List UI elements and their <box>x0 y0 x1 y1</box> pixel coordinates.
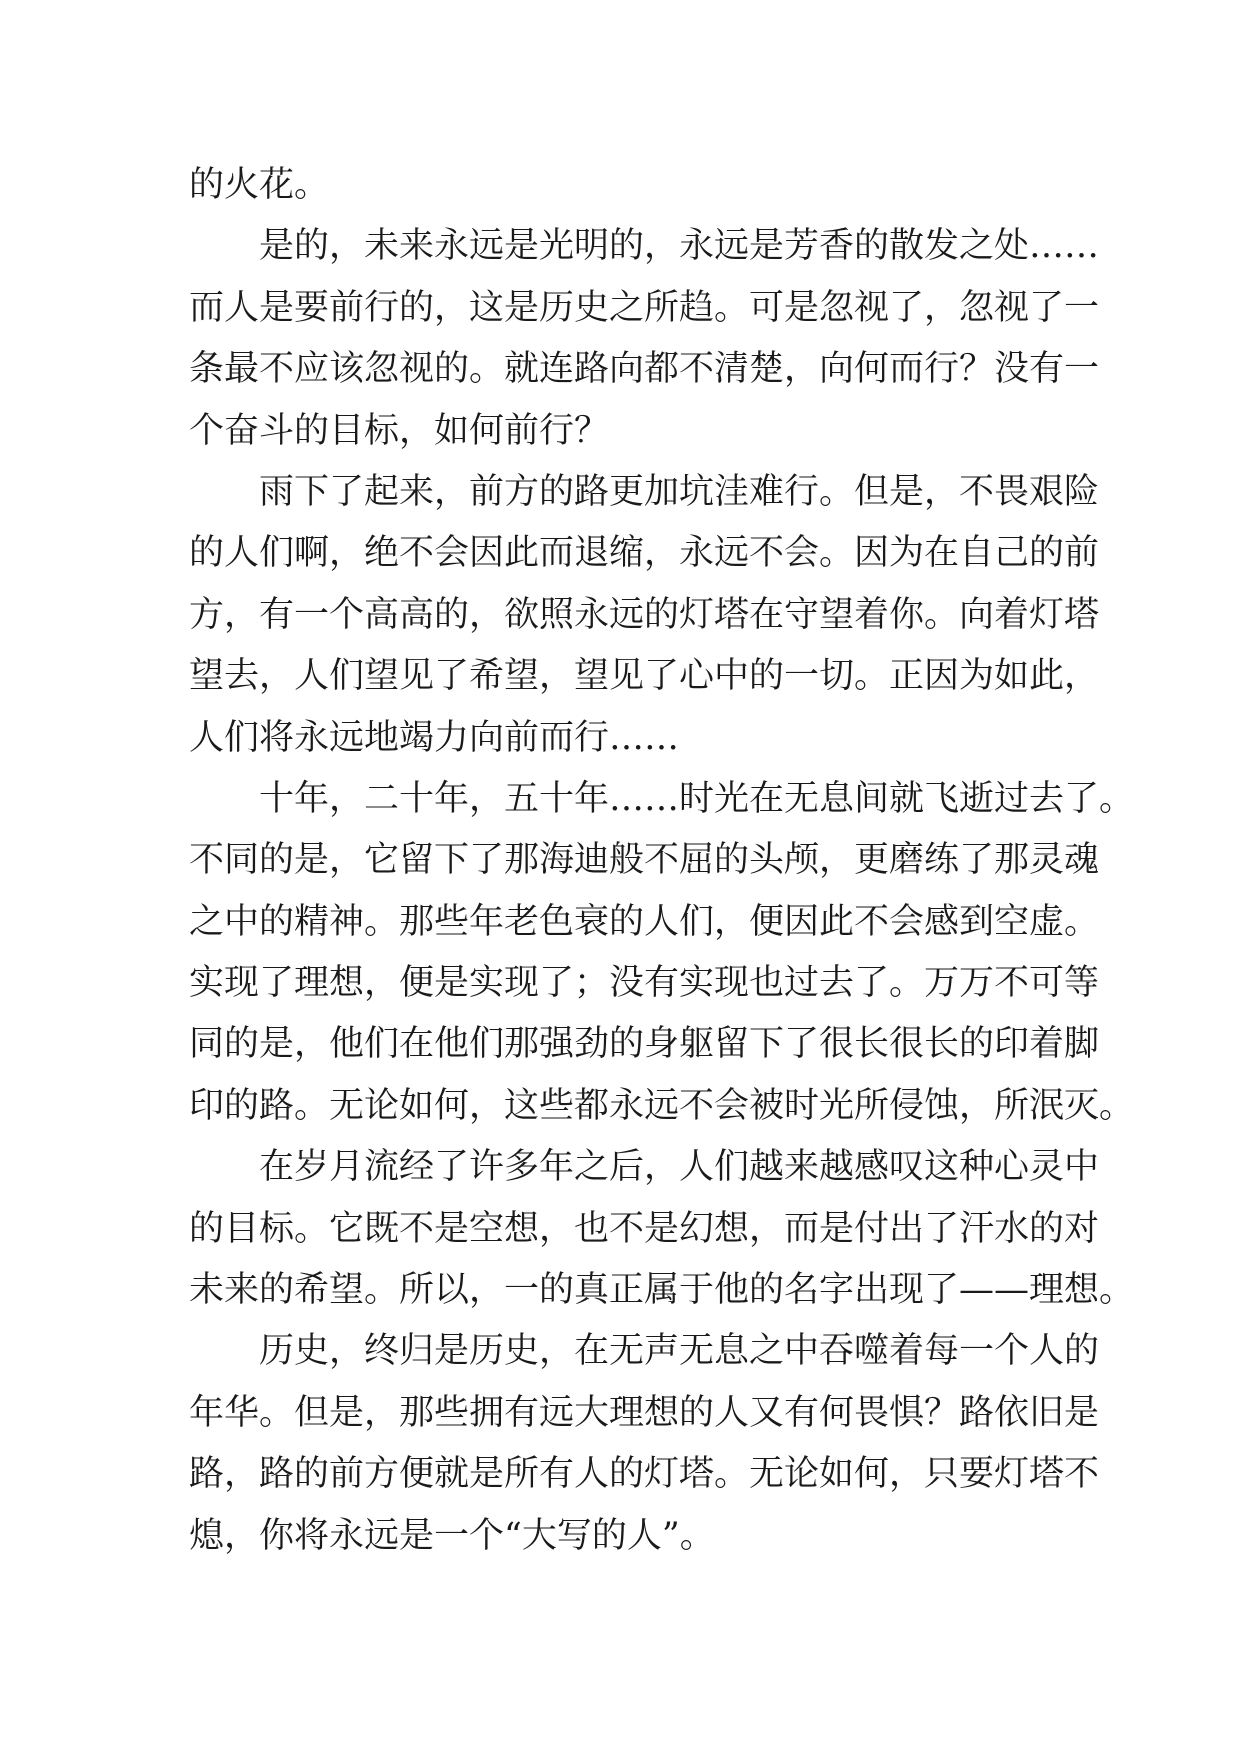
text-line: 路，路的前方便就是所有人的灯塔。无论如何，只要灯塔不 <box>189 1454 1100 1495</box>
text-line: 的人们啊，绝不会因此而退缩，永远不会。因为在自己的前 <box>189 533 1100 574</box>
text-line: 同的是，他们在他们那强劲的身躯留下了很长很长的印着脚 <box>189 1024 1100 1065</box>
text-line: 是的，未来永远是光明的，永远是芳香的散发之处…… <box>259 226 1100 267</box>
text-line: 个奋斗的目标，如何前行？ <box>189 410 610 451</box>
text-line: 年华。但是，那些拥有远大理想的人又有何畏惧？路依旧是 <box>189 1392 1100 1433</box>
text-line: 历史，终归是历史，在无声无息之中吞噬着每一个人的 <box>259 1331 1100 1372</box>
text-line: 望去，人们望见了希望，望见了心中的一切。正因为如此， <box>189 656 1100 697</box>
text-line: 在岁月流经了许多年之后，人们越来越感叹这种心灵中 <box>259 1147 1100 1188</box>
text-line: 人们将永远地竭力向前而行…… <box>189 717 680 758</box>
text-line: 熄，你将永远是一个“大写的人”。 <box>189 1515 715 1556</box>
text-line: 印的路。无论如何，这些都永远不会被时光所侵蚀，所泯灭。 <box>189 1085 1135 1126</box>
text-line: 十年，二十年，五十年……时光在无息间就飞逝过去了。 <box>259 778 1135 819</box>
text-line: 而人是要前行的，这是历史之所趋。可是忽视了，忽视了一 <box>189 287 1100 328</box>
text-line: 条最不应该忽视的。就连路向都不清楚，向何而行？没有一 <box>189 349 1100 390</box>
text-line: 实现了理想，便是实现了；没有实现也过去了。万万不可等 <box>189 963 1100 1004</box>
text-line: 方，有一个高高的，欲照永远的灯塔在守望着你。向着灯塔 <box>189 594 1100 635</box>
text-line: 的火花。 <box>189 165 330 205</box>
text-line: 之中的精神。那些年老色衰的人们，便因此不会感到空虚。 <box>189 901 1100 942</box>
text-line: 的目标。它既不是空想，也不是幻想，而是付出了汗水的对 <box>189 1208 1100 1249</box>
text-line: 未来的希望。所以，一的真正属于他的名字出现了——理想。 <box>189 1270 1135 1311</box>
body-text <box>189 155 1135 1567</box>
text-line: 不同的是，它留下了那海迪般不屈的头颅，更磨练了那灵魂 <box>189 840 1100 881</box>
text-line: 雨下了起来，前方的路更加坑洼难行。但是，不畏艰险 <box>259 471 1100 512</box>
